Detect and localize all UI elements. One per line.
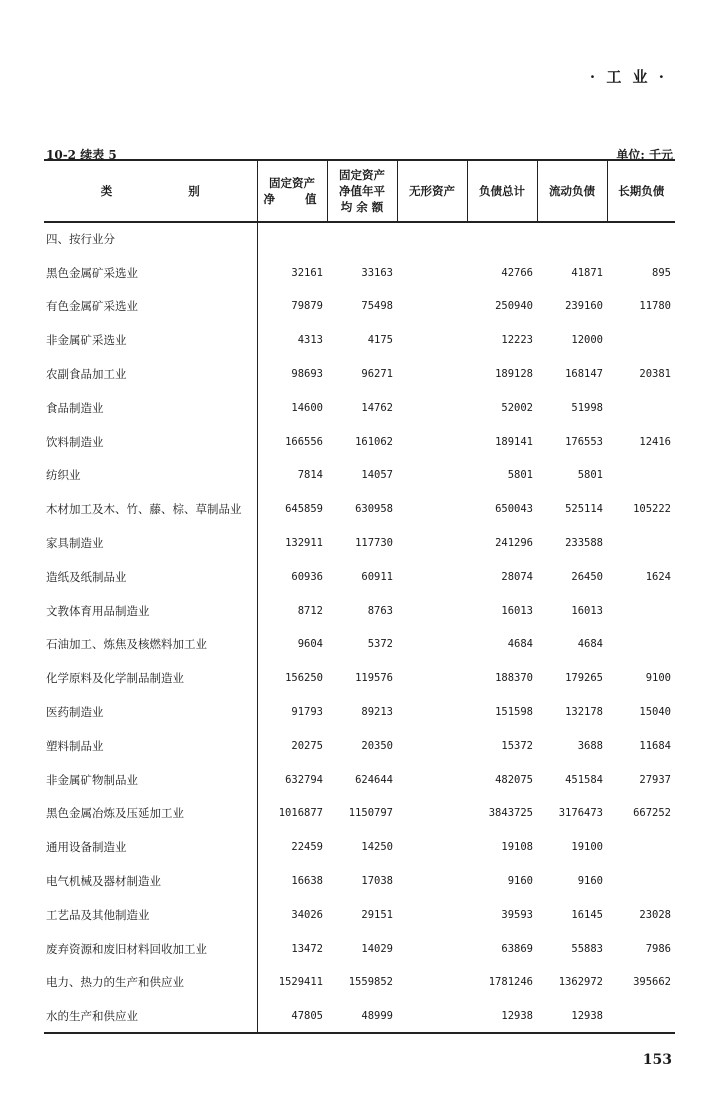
current-liabilities-cell <box>537 222 607 256</box>
current-liabilities-cell: 1362972 <box>558 976 603 989</box>
total-liabilities-cell: 188370 <box>495 672 533 685</box>
total-liabilities-cell: 52002 <box>501 401 533 414</box>
intangible-cell <box>397 425 467 459</box>
category-cell: 农副食品加工业 <box>46 367 127 382</box>
total-liabilities-cell: 482075 <box>495 773 533 786</box>
table-row <box>44 594 675 628</box>
fixed-assets-avg-cell: 117730 <box>355 537 393 550</box>
statistics-table <box>44 159 675 1034</box>
fixed-assets-avg-cell: 119576 <box>355 672 393 685</box>
fixed-assets-net-cell: 166556 <box>257 425 327 459</box>
fixed-assets-net-cell: 7814 <box>257 459 327 493</box>
header-fixed-assets-net-line2b: 值 <box>305 192 317 206</box>
category-cell: 造纸及纸制品业 <box>46 569 127 584</box>
intangible-cell <box>397 695 467 729</box>
header-fixed-assets-net-line1: 固定资产 <box>269 176 315 190</box>
fixed-assets-avg-cell: 20350 <box>361 739 393 752</box>
category-cell: 有色金属矿采选业 <box>46 299 138 314</box>
long-term-liabilities-cell: 12416 <box>639 435 671 448</box>
category-cell: 通用设备制造业 <box>46 840 127 855</box>
total-liabilities-cell: 39593 <box>501 908 533 921</box>
current-liabilities-cell: 41871 <box>571 266 603 279</box>
long-term-liabilities-cell: 9100 <box>645 672 671 685</box>
category-cell: 废弃资源和废旧材料回收加工业 <box>46 941 207 956</box>
current-liabilities-cell: 3688 <box>577 739 603 752</box>
fixed-assets-avg-cell: 5372 <box>367 638 393 651</box>
fixed-assets-avg-cell: 1559852 <box>348 976 393 989</box>
total-liabilities-cell: 1781246 <box>488 976 533 989</box>
current-liabilities-cell: 525114 <box>565 503 603 516</box>
long-term-liabilities-cell <box>607 526 675 560</box>
total-liabilities-cell: 16013 <box>501 604 533 617</box>
total-liabilities-cell: 151598 <box>495 706 533 719</box>
long-term-liabilities-cell: 23028 <box>639 908 671 921</box>
table-row <box>44 628 675 662</box>
fixed-assets-net-cell: 8712 <box>257 594 327 628</box>
long-term-liabilities-cell: 15040 <box>639 706 671 719</box>
category-cell: 非金属矿物制品业 <box>46 772 138 787</box>
fixed-assets-avg-cell: 161062 <box>355 435 393 448</box>
fixed-assets-net-cell: 13472 <box>257 932 327 966</box>
total-liabilities-cell: 189141 <box>495 435 533 448</box>
table-row <box>44 695 675 729</box>
header-fixed-assets-net-line2a: 净 <box>263 192 275 206</box>
table-row <box>44 323 675 357</box>
long-term-liabilities-cell: 11684 <box>639 739 671 752</box>
fixed-assets-avg-cell: 60911 <box>361 570 393 583</box>
total-liabilities-cell <box>467 222 537 256</box>
table-row <box>44 966 675 1000</box>
fixed-assets-net-cell: 4313 <box>257 323 327 357</box>
table-row <box>44 256 675 290</box>
table-row <box>44 932 675 966</box>
total-liabilities-cell: 28074 <box>501 570 533 583</box>
category-cell: 塑料制品业 <box>46 738 104 753</box>
fixed-assets-net-cell: 1016877 <box>257 797 327 831</box>
current-liabilities-cell: 3176473 <box>558 807 603 820</box>
category-cell: 纺织业 <box>46 468 81 483</box>
current-liabilities-cell: 55883 <box>571 942 603 955</box>
total-liabilities-cell: 19108 <box>501 841 533 854</box>
table-row <box>44 492 675 526</box>
current-liabilities-cell: 51998 <box>571 401 603 414</box>
fixed-assets-avg-cell: 17038 <box>361 875 393 888</box>
long-term-liabilities-cell <box>607 323 675 357</box>
table-row <box>44 391 675 425</box>
fixed-assets-net-cell: 132911 <box>257 526 327 560</box>
fixed-assets-net-cell: 1529411 <box>257 966 327 1000</box>
intangible-cell <box>397 391 467 425</box>
current-liabilities-cell: 9160 <box>577 875 603 888</box>
long-term-liabilities-cell <box>607 830 675 864</box>
intangible-cell <box>397 628 467 662</box>
fixed-assets-avg-cell: 14029 <box>361 942 393 955</box>
current-liabilities-cell: 16013 <box>571 604 603 617</box>
header-long-term-liabilities: 长期负债 <box>607 160 675 222</box>
header-current-liabilities: 流动负债 <box>537 160 607 222</box>
header-intangible: 无形资产 <box>397 160 467 222</box>
intangible-cell <box>397 256 467 290</box>
fixed-assets-avg-cell <box>327 222 397 256</box>
category-cell: 家具制造业 <box>46 536 104 551</box>
fixed-assets-net-cell: 22459 <box>257 830 327 864</box>
running-head: · 工 业 · <box>589 68 667 86</box>
page-number: 153 <box>642 1052 672 1068</box>
intangible-cell <box>397 763 467 797</box>
header-category: 类 别 <box>44 160 257 222</box>
total-liabilities-cell: 189128 <box>495 368 533 381</box>
long-term-liabilities-cell: 27937 <box>639 773 671 786</box>
total-liabilities-cell: 5801 <box>507 469 533 482</box>
current-liabilities-cell: 168147 <box>565 368 603 381</box>
fixed-assets-avg-cell: 14250 <box>361 841 393 854</box>
fixed-assets-avg-cell: 96271 <box>361 368 393 381</box>
fixed-assets-net-cell: 16638 <box>257 864 327 898</box>
total-liabilities-cell: 250940 <box>495 300 533 313</box>
header-total-liabilities: 负债总计 <box>467 160 537 222</box>
table-row <box>44 425 675 459</box>
fixed-assets-avg-cell: 48999 <box>327 999 397 1033</box>
fixed-assets-net-cell: 645859 <box>257 492 327 526</box>
header-fixed-assets-avg-line2: 净值年平 <box>339 184 385 198</box>
long-term-liabilities-cell: 20381 <box>639 368 671 381</box>
table-row <box>44 560 675 594</box>
total-liabilities-cell: 3843725 <box>488 807 533 820</box>
intangible-cell <box>397 932 467 966</box>
long-term-liabilities-cell <box>607 628 675 662</box>
current-liabilities-cell: 12000 <box>571 334 603 347</box>
fixed-assets-net-cell: 79879 <box>257 290 327 324</box>
category-cell: 食品制造业 <box>46 400 104 415</box>
current-liabilities-cell: 451584 <box>565 773 603 786</box>
category-cell: 黑色金属冶炼及压延加工业 <box>46 806 184 821</box>
intangible-cell <box>397 661 467 695</box>
fixed-assets-avg-cell: 33163 <box>361 266 393 279</box>
table-row <box>44 357 675 391</box>
fixed-assets-avg-cell: 14762 <box>361 401 393 414</box>
current-liabilities-cell: 132178 <box>565 706 603 719</box>
fixed-assets-net-cell: 9604 <box>257 628 327 662</box>
intangible-cell <box>397 459 467 493</box>
category-cell: 木材加工及木、竹、藤、棕、草制品业 <box>46 502 242 517</box>
long-term-liabilities-cell: 7986 <box>645 942 671 955</box>
table-row <box>44 797 675 831</box>
table-row <box>44 729 675 763</box>
table-row <box>44 763 675 797</box>
long-term-liabilities-cell <box>607 459 675 493</box>
table-row <box>44 999 675 1033</box>
fixed-assets-net-cell: 91793 <box>257 695 327 729</box>
long-term-liabilities-cell <box>607 594 675 628</box>
total-liabilities-cell: 12938 <box>467 999 537 1033</box>
fixed-assets-net-cell: 14600 <box>257 391 327 425</box>
fixed-assets-avg-cell: 1150797 <box>348 807 393 820</box>
total-liabilities-cell: 63869 <box>501 942 533 955</box>
category-cell: 水的生产和供应业 <box>44 999 257 1033</box>
long-term-liabilities-cell <box>607 222 675 256</box>
intangible-cell <box>397 864 467 898</box>
intangible-cell <box>397 999 467 1033</box>
total-liabilities-cell: 12223 <box>501 334 533 347</box>
fixed-assets-net-cell: 32161 <box>257 256 327 290</box>
table-row <box>44 290 675 324</box>
category-cell: 黑色金属矿采选业 <box>46 265 138 280</box>
total-liabilities-cell: 42766 <box>501 266 533 279</box>
fixed-assets-avg-cell: 89213 <box>361 706 393 719</box>
table-row <box>44 459 675 493</box>
current-liabilities-cell: 26450 <box>571 570 603 583</box>
total-liabilities-cell: 241296 <box>495 537 533 550</box>
long-term-liabilities-cell: 395662 <box>633 976 671 989</box>
intangible-cell <box>397 797 467 831</box>
total-liabilities-cell: 4684 <box>507 638 533 651</box>
current-liabilities-cell: 5801 <box>577 469 603 482</box>
table-row <box>44 830 675 864</box>
fixed-assets-net-cell: 98693 <box>257 357 327 391</box>
current-liabilities-cell: 12938 <box>537 999 607 1033</box>
intangible-cell <box>397 222 467 256</box>
fixed-assets-avg-cell: 14057 <box>361 469 393 482</box>
fixed-assets-net-cell: 34026 <box>257 898 327 932</box>
intangible-cell <box>397 560 467 594</box>
current-liabilities-cell: 239160 <box>565 300 603 313</box>
intangible-cell <box>397 526 467 560</box>
header-fixed-assets-avg-line3: 均 余 额 <box>340 200 384 214</box>
long-term-liabilities-cell: 1624 <box>645 570 671 583</box>
long-term-liabilities-cell <box>607 864 675 898</box>
fixed-assets-net-cell <box>257 222 327 256</box>
table-label: 10-2 续表 5 <box>46 148 117 162</box>
long-term-liabilities-cell <box>607 999 675 1033</box>
long-term-liabilities-cell <box>607 391 675 425</box>
intangible-cell <box>397 290 467 324</box>
fixed-assets-avg-cell: 8763 <box>367 604 393 617</box>
fixed-assets-net-cell: 156250 <box>257 661 327 695</box>
long-term-liabilities-cell: 11780 <box>639 300 671 313</box>
category-cell: 四、按行业分 <box>46 232 115 247</box>
table-header-row <box>44 160 675 222</box>
header-fixed-assets-avg <box>327 160 397 222</box>
fixed-assets-avg-cell: 630958 <box>355 503 393 516</box>
long-term-liabilities-cell: 895 <box>652 266 671 279</box>
current-liabilities-cell: 179265 <box>565 672 603 685</box>
intangible-cell <box>397 357 467 391</box>
intangible-cell <box>397 898 467 932</box>
category-cell: 工艺品及其他制造业 <box>46 907 150 922</box>
category-cell: 电气机械及器材制造业 <box>46 874 161 889</box>
current-liabilities-cell: 19100 <box>571 841 603 854</box>
category-cell: 文教体育用品制造业 <box>46 603 150 618</box>
current-liabilities-cell: 16145 <box>571 908 603 921</box>
header-fixed-assets-net <box>257 160 327 222</box>
intangible-cell <box>397 729 467 763</box>
category-cell: 饮料制造业 <box>46 434 104 449</box>
category-cell: 电力、热力的生产和供应业 <box>46 975 184 990</box>
category-cell: 石油加工、炼焦及核燃料加工业 <box>46 637 207 652</box>
intangible-cell <box>397 830 467 864</box>
current-liabilities-cell: 176553 <box>565 435 603 448</box>
intangible-cell <box>397 966 467 1000</box>
fixed-assets-avg-cell: 4175 <box>367 334 393 347</box>
table-row <box>44 526 675 560</box>
fixed-assets-net-cell: 632794 <box>257 763 327 797</box>
current-liabilities-cell: 4684 <box>577 638 603 651</box>
long-term-liabilities-cell: 667252 <box>633 807 671 820</box>
category-cell: 非金属矿采选业 <box>46 333 127 348</box>
fixed-assets-net-cell: 20275 <box>257 729 327 763</box>
total-liabilities-cell: 650043 <box>495 503 533 516</box>
header-fixed-assets-avg-line1: 固定资产 <box>339 168 385 182</box>
fixed-assets-avg-cell: 75498 <box>361 300 393 313</box>
table-row <box>44 898 675 932</box>
category-cell: 医药制造业 <box>46 705 104 720</box>
intangible-cell <box>397 594 467 628</box>
table-row <box>44 864 675 898</box>
current-liabilities-cell: 233588 <box>565 537 603 550</box>
intangible-cell <box>397 323 467 357</box>
fixed-assets-net-cell: 47805 <box>257 999 327 1033</box>
fixed-assets-avg-cell: 29151 <box>361 908 393 921</box>
total-liabilities-cell: 9160 <box>507 875 533 888</box>
category-cell: 化学原料及化学制品制造业 <box>46 671 184 686</box>
long-term-liabilities-cell: 105222 <box>633 503 671 516</box>
fixed-assets-avg-cell: 624644 <box>355 773 393 786</box>
intangible-cell <box>397 492 467 526</box>
fixed-assets-net-cell: 60936 <box>257 560 327 594</box>
table-row <box>44 661 675 695</box>
section-heading-row <box>44 222 675 256</box>
unit-label: 单位: 千元 <box>616 148 673 162</box>
total-liabilities-cell: 15372 <box>501 739 533 752</box>
